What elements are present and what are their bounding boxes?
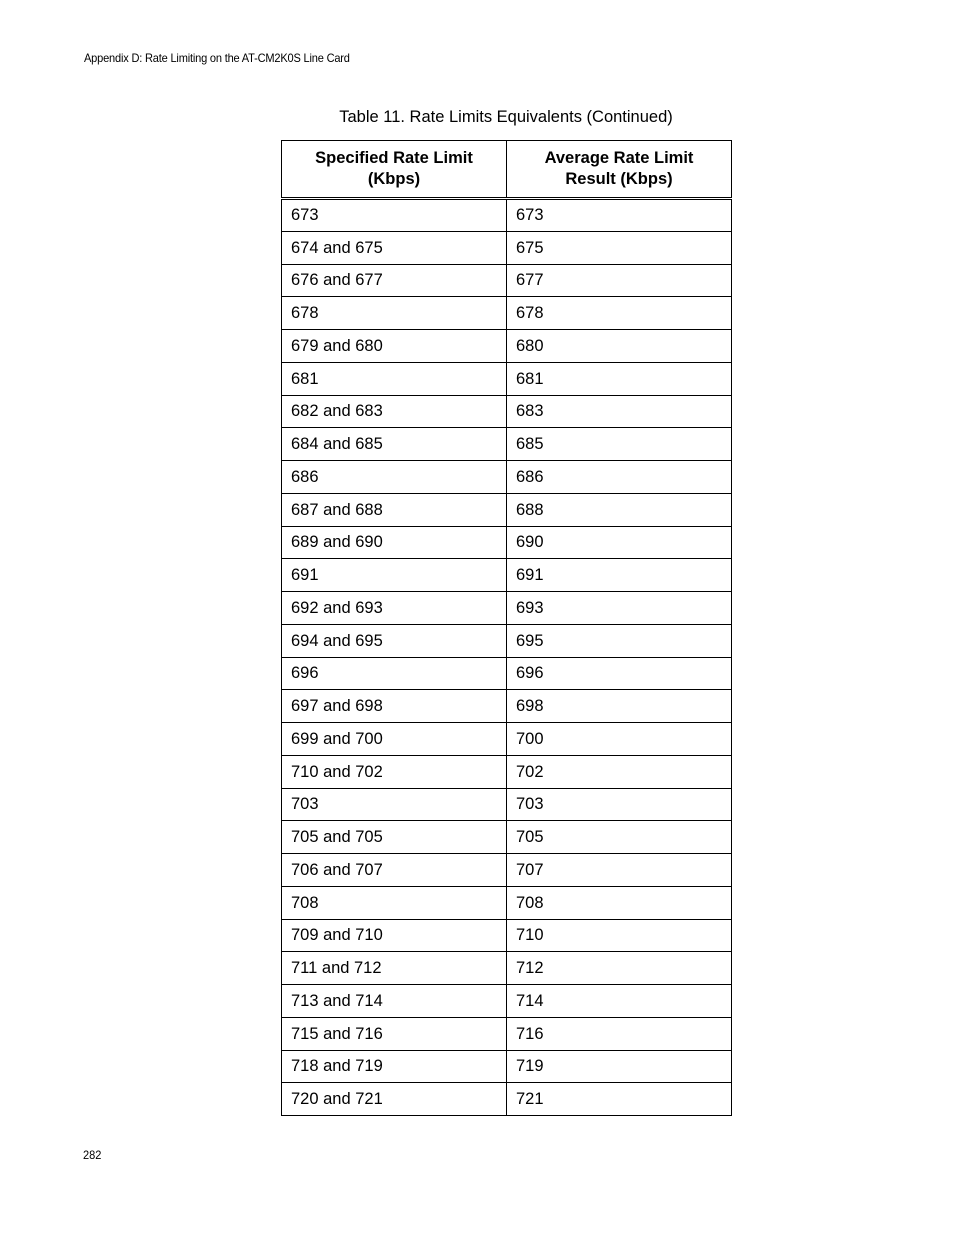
table-row	[282, 952, 732, 985]
specified-rate-cell: 682 and 683	[282, 395, 507, 428]
running-header: Appendix D: Rate Limiting on the AT-CM2K0S Line Card	[84, 51, 350, 65]
specified-rate-cell: 678	[282, 297, 507, 330]
average-rate-cell: 696	[507, 657, 732, 690]
specified-rate-cell: 697 and 698	[282, 690, 507, 723]
table-header-row	[282, 141, 732, 199]
column-header-average-rate: Average Rate Limit Result (Kbps)	[507, 141, 732, 199]
table-row	[282, 788, 732, 821]
specified-rate-cell: 674 and 675	[282, 231, 507, 264]
average-rate-cell: 678	[507, 297, 732, 330]
table-row	[282, 493, 732, 526]
average-rate-cell: 712	[507, 952, 732, 985]
specified-rate-cell: 684 and 685	[282, 428, 507, 461]
average-rate-cell: 675	[507, 231, 732, 264]
average-rate-cell: 691	[507, 559, 732, 592]
table-row	[282, 526, 732, 559]
table-row	[282, 1083, 732, 1116]
average-rate-cell: 719	[507, 1050, 732, 1083]
average-rate-cell: 685	[507, 428, 732, 461]
table-row	[282, 559, 732, 592]
average-rate-cell: 690	[507, 526, 732, 559]
specified-rate-cell: 718 and 719	[282, 1050, 507, 1083]
specified-rate-cell: 703	[282, 788, 507, 821]
table-row	[282, 985, 732, 1018]
specified-rate-cell: 705 and 705	[282, 821, 507, 854]
table-row	[282, 854, 732, 887]
table-row	[282, 330, 732, 363]
table-body	[282, 199, 732, 1116]
specified-rate-cell: 711 and 712	[282, 952, 507, 985]
specified-rate-cell: 696	[282, 657, 507, 690]
table-row	[282, 297, 732, 330]
table-row	[282, 428, 732, 461]
table-row	[282, 755, 732, 788]
average-rate-cell: 688	[507, 493, 732, 526]
average-rate-cell: 673	[507, 199, 732, 232]
average-rate-cell: 698	[507, 690, 732, 723]
table-row	[282, 624, 732, 657]
table-row	[282, 461, 732, 494]
average-rate-cell: 721	[507, 1083, 732, 1116]
average-rate-cell: 708	[507, 886, 732, 919]
specified-rate-cell: 694 and 695	[282, 624, 507, 657]
table-row	[282, 1017, 732, 1050]
average-rate-cell: 683	[507, 395, 732, 428]
average-rate-cell: 703	[507, 788, 732, 821]
table-row	[282, 592, 732, 625]
average-rate-cell: 702	[507, 755, 732, 788]
table-row	[282, 886, 732, 919]
specified-rate-cell: 676 and 677	[282, 264, 507, 297]
specified-rate-cell: 709 and 710	[282, 919, 507, 952]
specified-rate-cell: 687 and 688	[282, 493, 507, 526]
table-row	[282, 199, 732, 232]
average-rate-cell: 714	[507, 985, 732, 1018]
table-row	[282, 919, 732, 952]
specified-rate-cell: 713 and 714	[282, 985, 507, 1018]
average-rate-cell: 705	[507, 821, 732, 854]
average-rate-cell: 695	[507, 624, 732, 657]
page-number: 282	[83, 1148, 102, 1162]
average-rate-cell: 677	[507, 264, 732, 297]
table-row	[282, 723, 732, 756]
column-header-specified-rate: Specified Rate Limit (Kbps)	[282, 141, 507, 199]
specified-rate-cell: 715 and 716	[282, 1017, 507, 1050]
specified-rate-cell: 689 and 690	[282, 526, 507, 559]
specified-rate-cell: 673	[282, 199, 507, 232]
specified-rate-cell: 679 and 680	[282, 330, 507, 363]
table-row	[282, 362, 732, 395]
specified-rate-cell: 691	[282, 559, 507, 592]
table-caption: Table 11. Rate Limits Equivalents (Continued)	[339, 108, 673, 126]
average-rate-cell: 710	[507, 919, 732, 952]
specified-rate-cell: 686	[282, 461, 507, 494]
specified-rate-cell: 706 and 707	[282, 854, 507, 887]
average-rate-cell: 686	[507, 461, 732, 494]
table-row	[282, 1050, 732, 1083]
average-rate-cell: 707	[507, 854, 732, 887]
table-row	[282, 231, 732, 264]
table-row	[282, 690, 732, 723]
specified-rate-cell: 708	[282, 886, 507, 919]
table-row	[282, 395, 732, 428]
specified-rate-cell: 699 and 700	[282, 723, 507, 756]
rate-limits-table	[281, 140, 732, 1116]
average-rate-cell: 680	[507, 330, 732, 363]
specified-rate-cell: 710 and 702	[282, 755, 507, 788]
table-row	[282, 264, 732, 297]
average-rate-cell: 681	[507, 362, 732, 395]
average-rate-cell: 716	[507, 1017, 732, 1050]
table-row	[282, 821, 732, 854]
table-row	[282, 657, 732, 690]
specified-rate-cell: 720 and 721	[282, 1083, 507, 1116]
average-rate-cell: 700	[507, 723, 732, 756]
average-rate-cell: 693	[507, 592, 732, 625]
specified-rate-cell: 681	[282, 362, 507, 395]
specified-rate-cell: 692 and 693	[282, 592, 507, 625]
